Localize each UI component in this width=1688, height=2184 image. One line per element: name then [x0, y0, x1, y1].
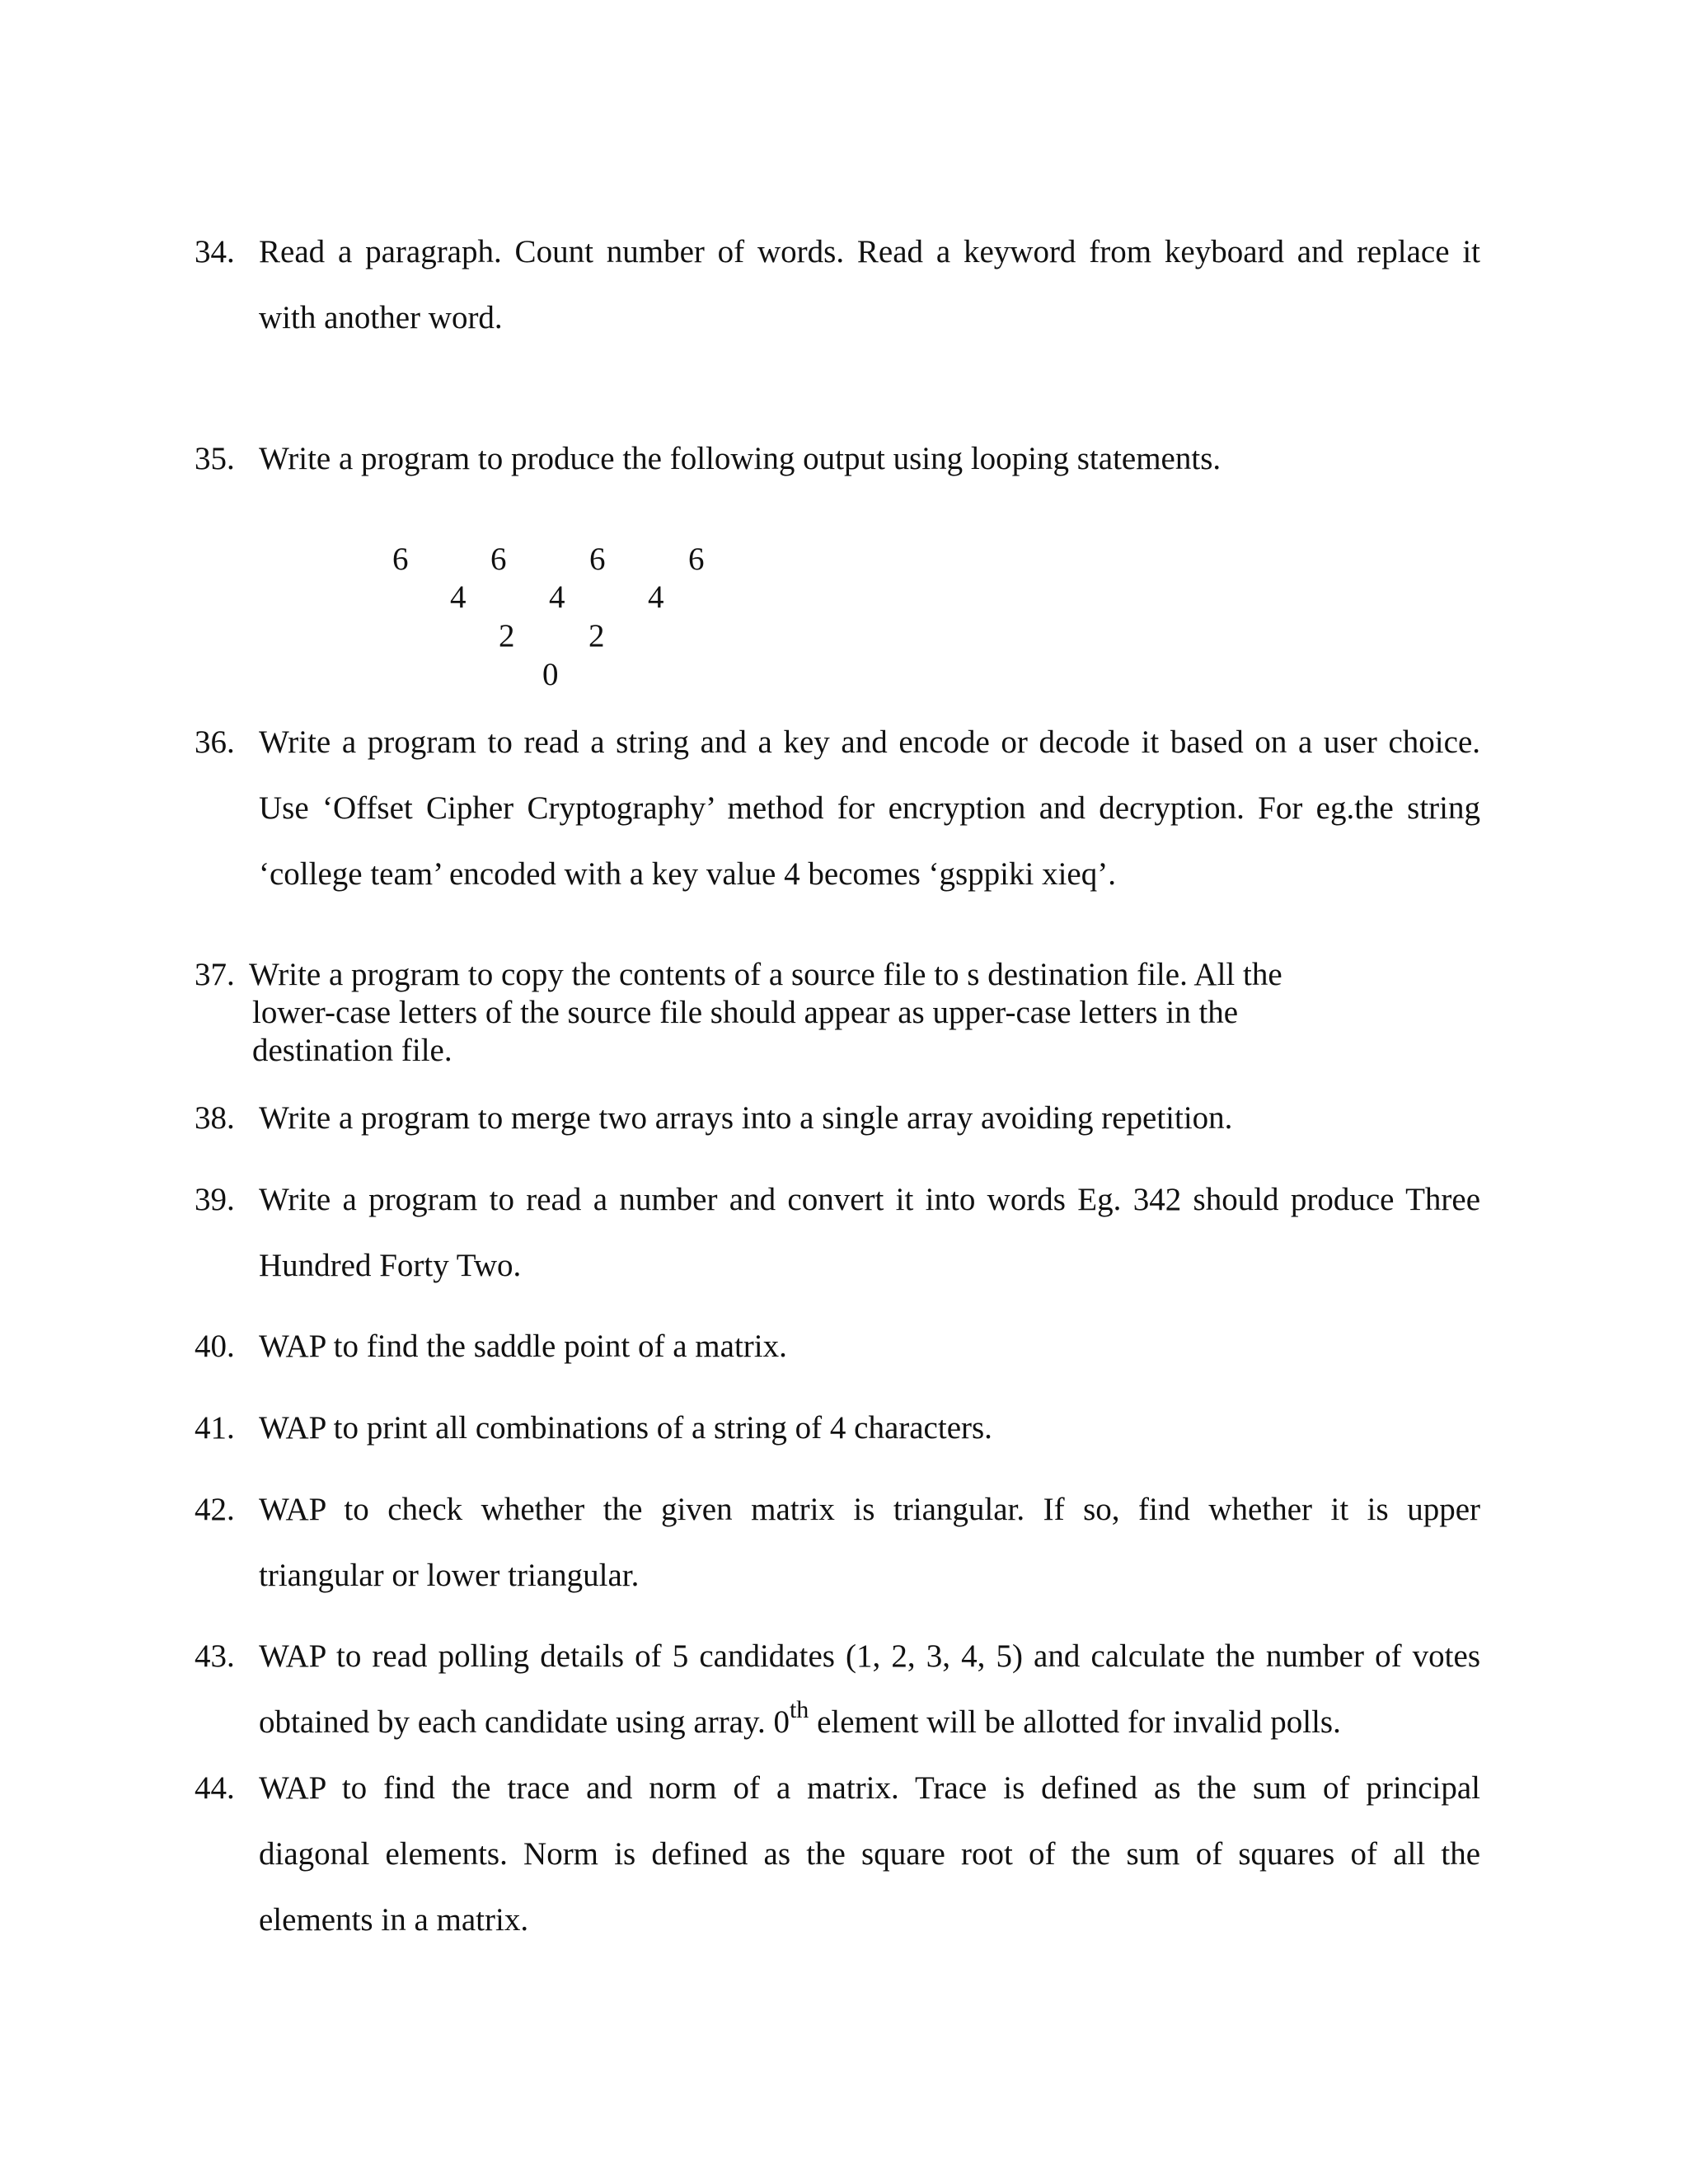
exercise-text-line: Write a program to produce the following output using looping statements.	[259, 441, 1221, 476]
exercise-text-fragment: obtained by each candidate using array. 0	[259, 1704, 790, 1740]
exercise-text-line: ‘college team’ encoded with a key value 4 becomes ‘gsppiki xieq’.	[259, 856, 1116, 892]
exercise-43	[195, 1624, 1480, 1755]
exercise-text-line: destination file.	[252, 1033, 452, 1068]
pattern-digit: 4	[648, 579, 664, 615]
exercise-38	[195, 1085, 1480, 1151]
exercise-number: 41.	[195, 1410, 235, 1446]
exercise-text-line: Write a program to copy the contents of a source file to s destination file. All the	[249, 957, 1282, 992]
exercise-number: 42.	[195, 1492, 235, 1527]
pattern-digit: 2	[588, 618, 605, 654]
pattern-digit: 6	[490, 541, 507, 577]
pattern-digit: 2	[499, 618, 515, 654]
exercise-36	[195, 710, 1480, 907]
exercise-44	[195, 1755, 1480, 1953]
exercise-number: 40.	[195, 1329, 235, 1364]
exercise-number: 37.	[195, 957, 235, 992]
exercise-text-line: WAP to find the trace and norm of a matrix. Trace is defined as the sum of principal	[259, 1770, 1480, 1806]
exercise-text-line: WAP to read polling details of 5 candidates (1, 2, 3, 4, 5) and calculate the number of votes	[259, 1638, 1480, 1674]
exercise-text-line	[259, 1690, 1480, 1755]
pattern-digit: 6	[392, 541, 409, 577]
exercise-number: 38.	[195, 1100, 235, 1136]
exercise-text-line: WAP to print all combinations of a string of 4 characters.	[259, 1410, 992, 1446]
exercise-number: 35.	[195, 441, 235, 476]
exercise-number: 39.	[195, 1182, 235, 1217]
exercise-40	[195, 1314, 1480, 1380]
exercise-41	[195, 1395, 1480, 1461]
exercise-37	[195, 956, 1480, 1070]
exercise-text-line: triangular or lower triangular.	[259, 1558, 640, 1593]
exercise-text-line: Write a program to read a number and convert it into words Eg. 342 should produce Three	[259, 1182, 1480, 1217]
exercise-text-line: WAP to find the saddle point of a matrix.	[259, 1329, 787, 1364]
exercise-text-fragment: element will be allotted for invalid polls.	[809, 1704, 1341, 1740]
exercise-text-line: Use ‘Offset Cipher Cryptography’ method for encryption and decryption. For eg.the string	[259, 790, 1480, 826]
exercise-number: 34.	[195, 234, 235, 269]
exercise-text-line: Hundred Forty Two.	[259, 1248, 522, 1283]
exercise-text-line: lower-case letters of the source file should appear as upper-case letters in the	[252, 995, 1239, 1030]
exercise-text-line: Write a program to read a string and a key and encode or decode it based on a user choice.	[259, 724, 1480, 760]
pattern-digit: 4	[450, 579, 467, 615]
exercise-number: 36.	[195, 724, 235, 760]
exercise-text-line: diagonal elements. Norm is defined as the square root of the sum of squares of all the	[259, 1836, 1480, 1872]
exercise-42	[195, 1477, 1480, 1609]
pattern-digit: 6	[589, 541, 606, 577]
exercise-34	[195, 219, 1480, 351]
exercise-text-line: Write a program to merge two arrays into a single array avoiding repetition.	[259, 1100, 1233, 1136]
pattern-digit: 4	[549, 579, 565, 615]
exercise-text-line: Read a paragraph. Count number of words. Read a keyword from keyboard and replace it	[259, 234, 1480, 269]
exercise-text-line: with another word.	[259, 300, 503, 335]
pattern-digit: 6	[688, 541, 705, 577]
exercise-text-line: elements in a matrix.	[259, 1902, 529, 1938]
exercise-35	[195, 426, 1480, 492]
exercise-text-line: WAP to check whether the given matrix is triangular. If so, find whether it is upper	[259, 1492, 1480, 1527]
pattern-digit: 0	[542, 657, 559, 692]
exercise-number: 43.	[195, 1638, 235, 1674]
superscript-th: th	[789, 1696, 809, 1723]
exercise-39	[195, 1167, 1480, 1299]
exercise-number: 44.	[195, 1770, 235, 1806]
